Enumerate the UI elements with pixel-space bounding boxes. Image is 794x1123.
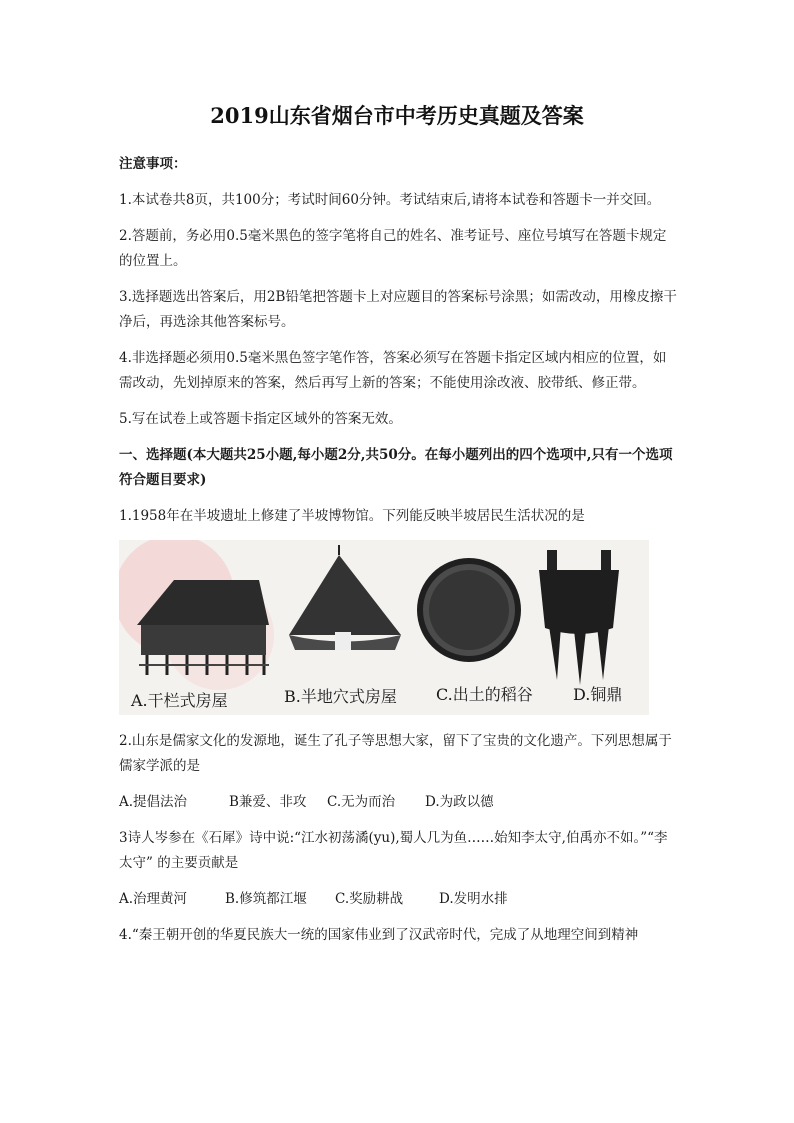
caption-c: C.出土的稻谷 [436,685,533,704]
caption-a: A.干栏式房屋 [131,691,228,710]
document-body [119,152,679,959]
section-heading: 一、选择题(本大题共25小题,每小题2分,共50分。在每小题列出的四个选项中,只有一个选项符合题目要求) [119,447,673,488]
caption-b: B.半地穴式房屋 [284,687,397,706]
notice-item-2: 2.答题前，务必用0.5毫米黑色的签字笔将自己的姓名、准考证号、座位号填写在答题卡规定的位置上。 [119,228,667,269]
q2-option-c: C.无为而治 [327,794,396,810]
rice-grains-illustration [417,558,521,662]
question-2-stem: 2.山东是儒家文化的发源地，诞生了孔子等思想大家，留下了宝贵的文化遗产。下列思想属于儒家学派的是 [119,733,672,774]
question-1-stem: 1.1958年在半坡遗址上修建了半坡博物馆。下列能反映半坡居民生活状况的是 [119,508,585,524]
q3-option-d: D.发明水排 [439,891,508,907]
question-3-stem: 3诗人岑参在《石犀》诗中说:“江水初荡潏(yu),蜀人几为鱼……始知李太守,伯禹亦不如。”“李太守” 的主要贡献是 [119,830,668,871]
page-title: 2019山东省烟台市中考历史真题及答案 [210,103,584,128]
q3-option-a: A.治理黄河 [119,891,188,907]
notice-item-3: 3.选择题选出答案后，用2B铅笔把答题卡上对应题目的答案标号涂黑；如需改动，用橡皮擦干净后，再选涂其他答案标号。 [119,289,677,330]
notice-item-4: 4.非选择题必须用0.5毫米黑色签字笔作答，答案必须写在答题卡指定区域内相应的位置，如需改动，先划掉原来的答案，然后再写上新的答案；不能使用涂改液、胶带纸、修正带。 [119,350,667,391]
notice-heading: 注意事项： [119,156,187,172]
question-1-illustration [119,540,649,715]
question-3-options [119,887,679,912]
q3-option-b: B.修筑都江堰 [225,891,307,907]
question-1-figure [119,540,649,715]
q2-option-b: B兼爱、非攻 [229,794,307,810]
q2-option-a: A.提倡法治 [119,794,188,810]
question-2-options [119,790,679,815]
question-4-stem: 4.“秦王朝开创的华夏民族大一统的国家伟业到了汉武帝时代，完成了从地理空间到精神 [119,927,639,943]
caption-d: D.铜鼎 [573,685,623,704]
notice-item-5: 5.写在试卷上或答题卡指定区域外的答案无效。 [119,411,402,427]
notice-item-1: 1.本试卷共8页，共100分；考试时间60分钟。考试结束后,请将本试卷和答题卡一并交回。 [119,192,661,208]
q3-option-c: C.奖励耕战 [335,891,404,907]
q2-option-d: D.为政以德 [425,794,494,810]
